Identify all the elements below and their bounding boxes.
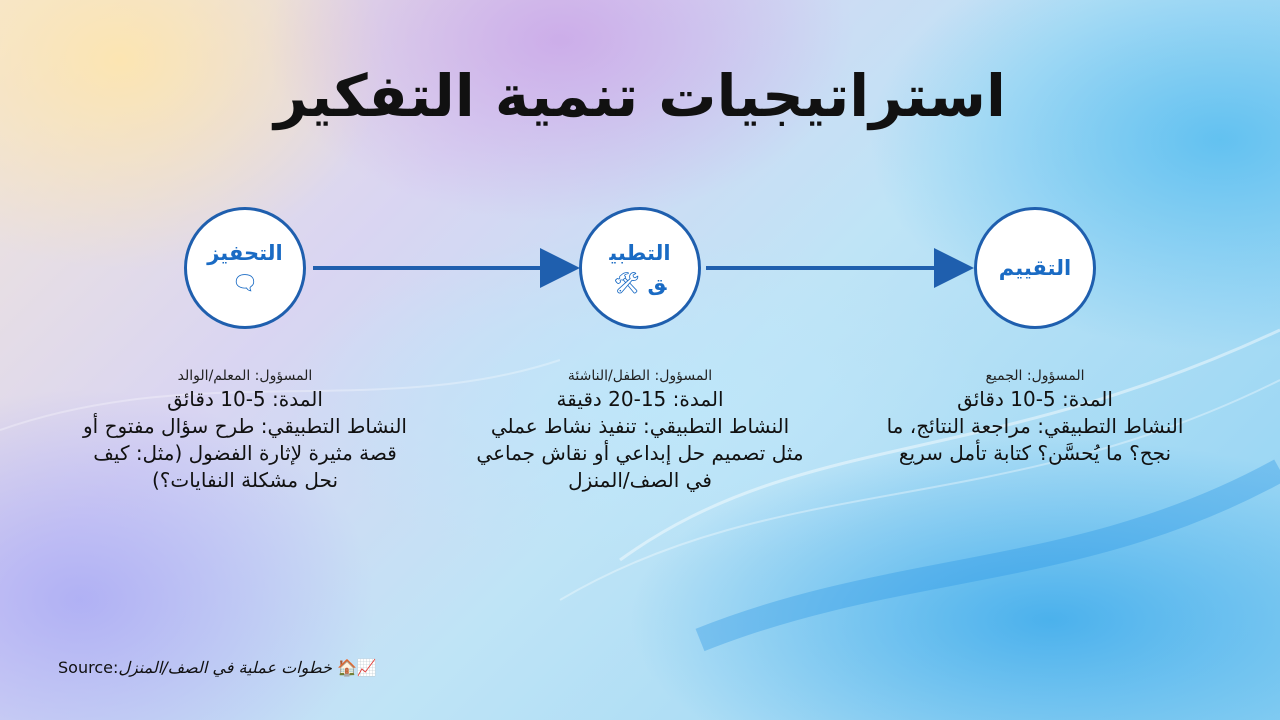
responsible-text: المسؤول: الطفل/الناشئة <box>567 368 713 384</box>
source-note <box>58 658 377 677</box>
tools-icon: 🛠 <box>613 271 641 295</box>
activity-text: النشاط التطبيقي: طرح سؤال مفتوح أو قصة مثيرة لإثارة الفضول (مثل: كيف نحل مشكلة النفايات؟) <box>83 414 407 492</box>
responsible-text: المسؤول: المعلم/الوالد <box>177 368 313 384</box>
duration-text: المدة: 5-10 دقائق <box>957 387 1113 411</box>
step-details-motivation <box>80 366 410 494</box>
step-details-evaluation <box>870 366 1200 467</box>
house-chart-icon: 🏠📈 <box>336 658 377 677</box>
source-text: خطوات عملية في الصف/المنزل <box>118 658 332 677</box>
step-label: التقييم <box>998 255 1072 280</box>
duration-text: المدة: 15-20 دقيقة <box>556 387 724 411</box>
speech-bubble-icon: 🗨 <box>231 271 259 295</box>
responsible-text: المسؤول: الجميع <box>985 368 1085 384</box>
activity-text: النشاط التطبيقي: تنفيذ نشاط عملي مثل تصميم حل إبداعي أو نقاش جماعي في الصف/المنزل <box>476 414 804 492</box>
step-details-application <box>475 366 805 494</box>
step-label: التطبيق <box>609 240 671 295</box>
page-title: استراتيجيات تنمية التفكير <box>274 62 1006 130</box>
step-circle-motivation <box>184 207 306 329</box>
step-circle-evaluation <box>974 207 1096 329</box>
step-circle-application <box>579 207 701 329</box>
source-prefix: Source: <box>58 658 119 677</box>
step-label: التحفيز <box>207 240 283 265</box>
activity-text: النشاط التطبيقي: مراجعة النتائج، ما نجح؟ ما يُحسَّن؟ كتابة تأمل سريع <box>886 414 1184 465</box>
duration-text: المدة: 5-10 دقائق <box>167 387 323 411</box>
